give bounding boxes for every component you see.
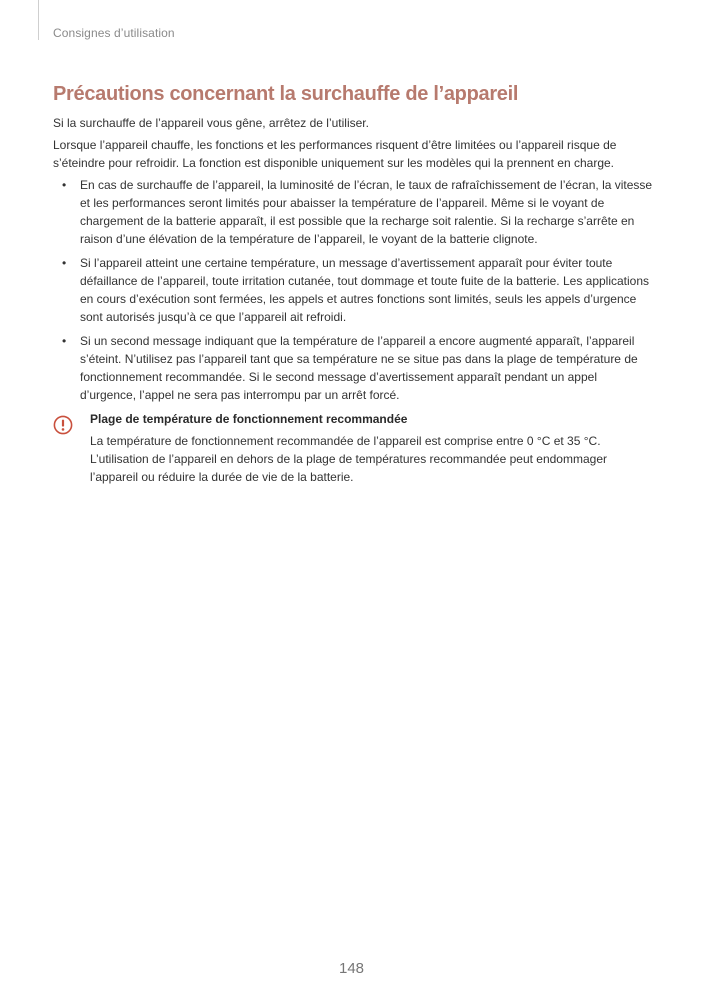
- caution-heading: Plage de température de fonctionnement recommandée: [90, 412, 408, 426]
- bullet-list: [53, 176, 655, 404]
- section-body: [53, 114, 655, 486]
- intro-paragraph-1: Si la surchauffe de l’appareil vous gêne, arrêtez de l’utiliser.: [53, 116, 369, 130]
- bullet-text: En cas de surchauffe de l’appareil, la luminosité de l’écran, le taux de rafraîchissement de l’écran, la vitesse et les performances seront limités pour abaisser la température de l’appareil. Même si le voyant de chargement de la batterie apparaît, il est possible que la recharge soit ralentie. Si la recharge s’arrête en raison d’une élévation de la température de l’appareil, le voyant de la batterie clignote.: [80, 178, 653, 246]
- bullet-icon: •: [62, 334, 67, 348]
- caution-text: La température de fonctionnement recommandée de l’appareil est comprise entre 0 °C et 35 °C. L’utilisation de l’appareil en dehors de la plage de températures recommandée peut endommager l’appareil ou réduire la durée de vie de la batterie.: [90, 434, 607, 484]
- page-margin-rule: [38, 0, 39, 40]
- running-header: Consignes d’utilisation: [53, 26, 175, 40]
- page-number: 148: [338, 960, 365, 977]
- bullet-item: [53, 176, 655, 248]
- bullet-icon: •: [62, 178, 67, 192]
- bullet-item: [53, 332, 655, 404]
- bullet-text: Si un second message indiquant que la température de l’appareil a encore augmenté apparaît, l’appareil s’éteint. N’utilisez pas l’appareil tant que sa température ne se situe pas dans la plage de température de fonctionnement recommandée. Si le second message d’avertissement apparaît pendant un appel d’urgence, l’appel ne sera pas interrompu par un arrêt forcé.: [80, 334, 638, 402]
- caution-note: [53, 410, 655, 486]
- section-title: Précautions concernant la surchauffe de l’appareil: [53, 83, 519, 105]
- bullet-text: Si l’appareil atteint une certaine température, un message d’avertissement apparaît pour éviter toute défaillance de l’appareil, toute irritation cutanée, tout dommage et toute fuite de la batterie. Les applications en cours d’exécution sont fermées, les appels et autres fonctions sont limités, seuls les appels d’urgence sont autorisés jusqu’à ce que l’appareil ait refroidi.: [80, 256, 650, 324]
- bullet-icon: •: [62, 256, 67, 270]
- intro-paragraph-2: Lorsque l’appareil chauffe, les fonctions et les performances risquent d’être limitées ou l’appareil risque de s’éteindre pour refroidir. La fonction est disponible uniquement sur les modèles qui la prennent en charge.: [53, 138, 617, 170]
- bullet-item: [53, 254, 655, 326]
- caution-icon: [53, 415, 73, 435]
